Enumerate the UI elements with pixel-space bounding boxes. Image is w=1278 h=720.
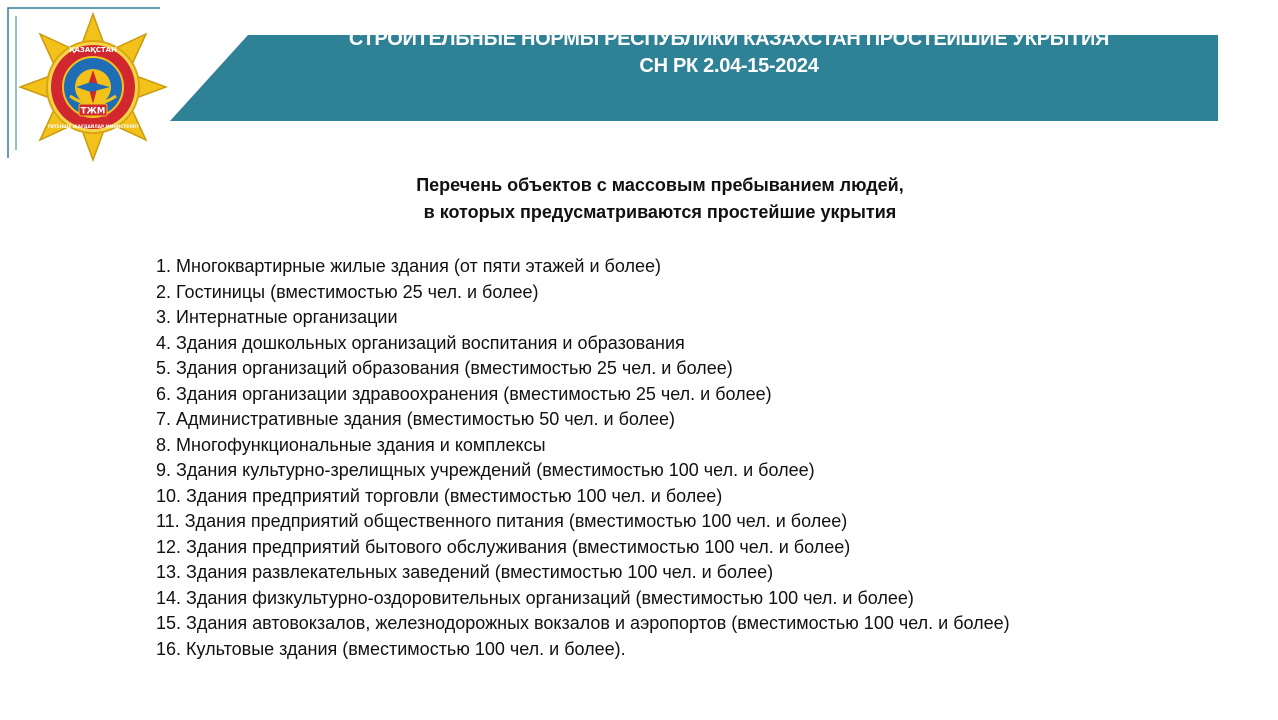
list-item: 3. Интернатные организации [156,307,398,327]
emblem-ring-top-text: ҚАЗАҚСТАН [69,46,117,54]
page-title-line1: СТРОИТЕЛЬНЫЕ НОРМЫ РЕСПУБЛИКИ КАЗАХСТАН ПРОСТЕЙШИЕ УКРЫТИЯ [348,28,1110,50]
list-item: 6. Здания организации здравоохранения (вместимостью 25 чел. и более) [156,383,772,404]
facilities-list [156,254,1010,662]
list-item: 1. Многоквартирные жилые здания (от пяти этажей и более) [156,256,661,276]
list-item: 16. Культовые здания (вместимостью 100 чел. и более). [156,638,626,659]
page-title-line2: СН РК 2.04-15-2024 [639,55,819,77]
list-item: 11. Здания предприятий общественного питания (вместимостью 100 чел. и более) [156,511,848,531]
list-item: 12. Здания предприятий бытового обслуживания (вместимостью 100 чел. и более) [156,536,851,557]
list-item: 15. Здания автовокзалов, железнодорожных вокзалов и аэропортов (вместимостью 100 чел. и более) [156,613,1010,633]
list-item: 8. Многофункциональные здания и комплексы [156,434,546,455]
list-item: 13. Здания развлекательных заведений (вместимостью 100 чел. и более) [156,562,774,582]
list-item: 9. Здания культурно-зрелищных учреждений (вместимостью 100 чел. и более) [156,460,815,480]
section-title [260,172,1060,226]
emblem-ring-bottom-text: ТӨТЕНШЕ ЖАҒДАЙЛАР МИНИСТРЛІГІ [47,124,139,129]
list-item: 5. Здания организаций образования (вместимостью 25 чел. и более) [156,358,733,378]
section-title-line1: Перечень объектов с массовым пребыванием людей, [416,175,904,195]
section-title-line2: в которых предусматриваются простейшие укрытия [423,202,897,222]
list-item: 10. Здания предприятий торговли (вместимостью 100 чел. и более) [156,485,723,506]
list-item: 2. Гостиницы (вместимостью 25 чел. и более) [156,281,539,302]
list-item: 4. Здания дошкольных организаций воспитания и образования [156,332,685,353]
emblem-letters: ТЖМ [80,106,106,117]
list-item: 14. Здания физкультурно-оздоровительных организаций (вместимостью 100 чел. и более) [156,587,914,608]
ministry-emblem-logo [18,12,168,162]
page-title [180,26,1278,80]
list-item: 7. Административные здания (вместимостью 50 чел. и более) [156,409,676,429]
